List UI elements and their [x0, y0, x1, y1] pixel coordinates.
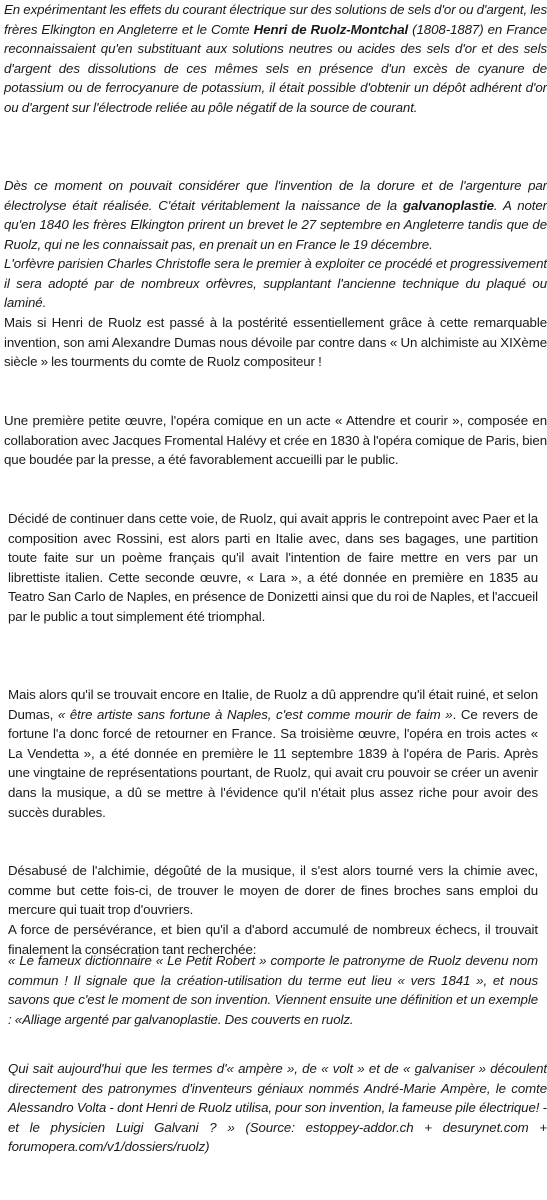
p2-text-c: . A noter qu'en 1840 les frères Elkington prirent un brevet le 27 septembre en Angleterre tandis que de Ruolz, qui ne les connaissait pas, en prenait un en France le 19 décembre. — [4, 197, 547, 252]
paragraph-vendetta — [8, 685, 538, 822]
p7-quote: « être artiste sans fortune à Naples, c'est comme mourir de faim » — [57, 706, 453, 722]
paragraph-galvanoplastie — [4, 176, 547, 254]
paragraph-first-work: Une première petite œuvre, l'opéra comique en un acte « Attendre et courir », composée en collaboration avec Jacques Fromental Halévy et crée en 1830 à l'opéra comique de Paris, bien que boudée par la presse, a été favorablement accueilli par le public. — [4, 413, 547, 468]
paragraph-perseverance: A force de persévérance, et bien qu'il a d'abord accumulé de nombreux échecs, il trouvait finalement la consécration tant recherchée: — [8, 922, 538, 957]
p1-text-c: (1808-1887) en France reconnaissaient qu'en substituant aux solutions neutres ou acides des sels d'or et des sels d'argent des dissolutions de ces mêmes sels en présence d'un excès de cyanure de potassium ou de ferrocyanure de potassium, il était possible d'obtenir un dépôt adhérent d'or ou d'argent sur l'électrode reliée au pôle négatif de la source de courant. — [4, 21, 547, 115]
p7-text-a: Mais alors qu'il se trouvait encore en Italie, de Ruolz a dû apprendre qu'il était ruiné, et selon Dumas, — [8, 687, 538, 722]
p1-name-ruolz: Henri de Ruolz-Montchal — [253, 21, 409, 37]
p2-text-a: Dès ce moment on pouvait considérer que l'invention de la dorure et de l'argenture par électrolyse était réalisée. C'était véritablement la naissance de la — [4, 178, 547, 213]
paragraph-eponyms-source: Qui sait aujourd'hui que les termes d'« ampère », de « volt » et de « galvaniser » découlent directement des patronymes d'inventeurs géniaux nommés André-Marie Ampère, le comte Alessandro Volta - dont Henri de Ruolz utilisa, pour son invention, la fameuse pile électrique! - et le physicien Luigi Galvani ? » (Source: estoppey-addor.ch + desurynet.com + forumopera.com/v1/dossiers/ruolz) — [8, 1061, 547, 1155]
p2-term-galvanoplastie: galvanoplastie — [402, 197, 494, 213]
paragraph-chemistry: Désabusé de l'alchimie, dégoûté de la musique, il s'est alors tourné vers la chimie avec, comme but cette fois-ci, de trouver le moyen de dorer de fines broches sans emploi du mercure qui tuait trop d'ouvriers. — [8, 863, 538, 918]
p7-text-c: . Ce revers de fortune l'a donc forcé de retourner en France. Sa troisième œuvre, l'opéra en trois actes « La Vendetta », a été donnée en première le 11 septembre 1839 à l'opéra de Paris. Après une vingtaine de représentations pourtant, de Ruolz, qui avait cru pouvoir se créer un avenir dans la musique, a dû se mettre à l'évidence qu'il n'était plus assez riche pour avoir des succès durables. — [8, 706, 538, 820]
paragraph-petit-robert-quote: « Le fameux dictionnaire « Le Petit Robert » comporte le patronyme de Ruolz devenu nom commun ! Il signale que la création-utilisation du terme eut lieu « vers 1841 », et nous savons que c'est le moment de son invention. Viennent ensuite une définition et un exemple : «Alliage argenté par galvanoplastie. Des couverts en ruolz. — [8, 953, 538, 1027]
paragraph-dumas: Mais si Henri de Ruolz est passé à la postérité essentiellement grâce à cette remarquable invention, son ami Alexandre Dumas nous dévoile par contre dans « Un alchimiste au XIXème siècle » les tourments du comte de Ruolz compositeur ! — [4, 315, 547, 370]
paragraph-christofle: L'orfèvre parisien Charles Christofle sera le premier à exploiter ce procédé et progressivement il sera adopté par de nombreux orfèvres, supplantant l'ancienne technique du plaqué ou laminé. — [4, 256, 547, 311]
p1-text-a: En expérimentant les effets du courant électrique sur des solutions de sels d'or ou d'argent, les frères Elkington en Angleterre et le Comte — [4, 2, 547, 37]
paragraph-elkington-ruolz — [4, 0, 547, 118]
paragraph-lara: Décidé de continuer dans cette voie, de Ruolz, qui avait appris le contrepoint avec Paer et la composition avec Rossini, est alors parti en Italie avec, dans ses bagages, une partition toute faite sur un poème français qu'il avait l'intention de faire mettre en vers par un librettiste italien. Cette seconde œuvre, « Lara », a été donnée en première en 1835 au Teatro San Carlo de Naples, en présence de Donizetti ainsi que du roi de Naples, et l'accueil par le public a tout simplement été triomphal. — [8, 511, 538, 624]
